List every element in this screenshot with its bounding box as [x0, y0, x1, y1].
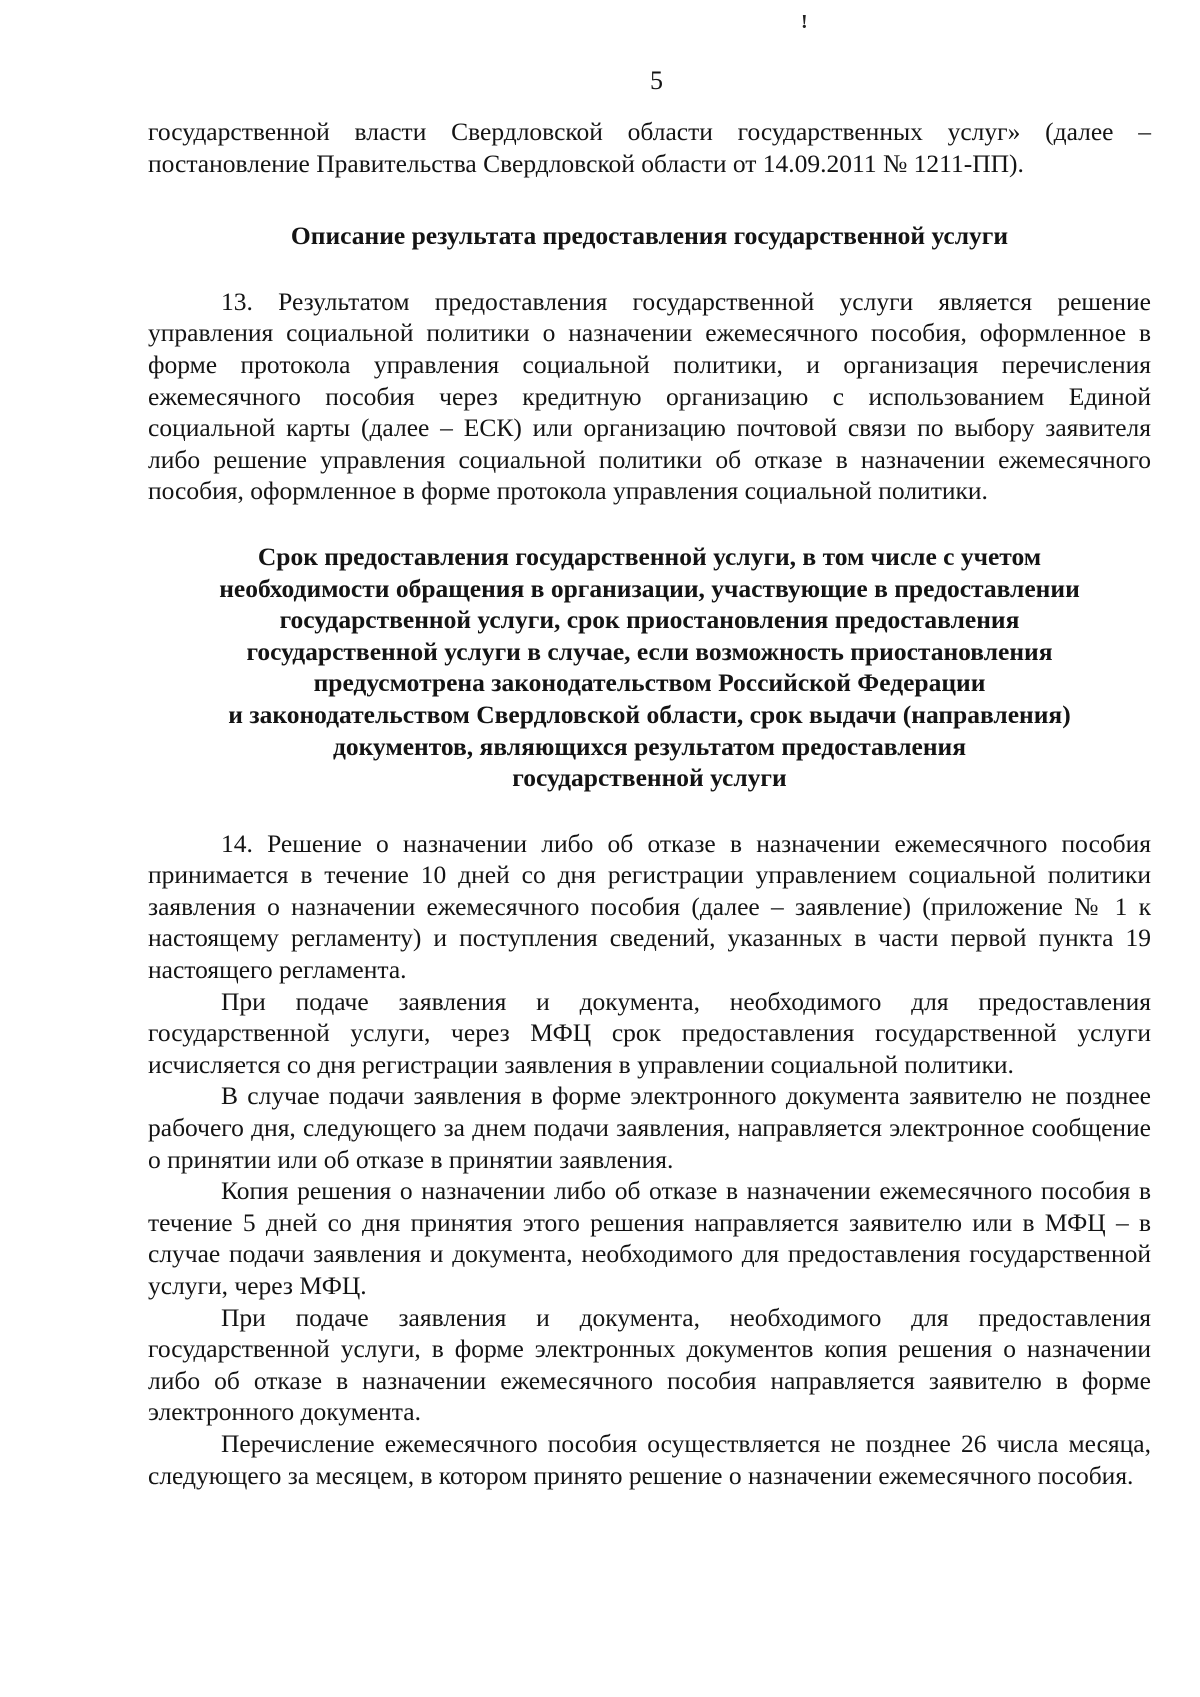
document-body [148, 116, 1151, 1491]
paragraph-14-mfc-term: При подаче заявления и документа, необходимого для предоставления государственной услуги, через МФЦ срок предоставления государственной услуги исчисляется со дня регистрации заявления в управлении социальной политики. [148, 986, 1151, 1079]
paragraph-14: 14. Решение о назначении либо об отказе в назначении ежемесячного пособия принимается в течение 10 дней со дня регистрации управлением социальной политики заявления о назначении ежемесячного пособия (далее – заявление) (приложение № 1 к настоящему регламенту) и поступления сведений, указанных в части первой пункта 19 настоящего регламента. [148, 828, 1151, 985]
paragraph-14-payment-term: Перечисление ежемесячного пособия осуществляется не позднее 26 числа месяца, следующего за месяцем, в котором принято решение о назначении ежемесячного пособия. [148, 1428, 1151, 1490]
paragraph-14-electronic-notice: В случае подачи заявления в форме электронного документа заявителю не позднее рабочего дня, следующего за днем подачи заявления, направляется электронное сообщение о принятии или об отказе в принятии заявления. [148, 1081, 1151, 1174]
heading-line: государственной услуги [512, 763, 787, 793]
paragraph-13: 13. Результатом предоставления государственной услуги является решение управления социальной политики о назначении ежемесячного пособия, оформленное в форме протокола управления социальной политики, и организация перечисления ежемесячного пособия через кредитную организацию с использованием Единой социальной карты (далее – ЕСК) или организацию почтовой связи по выбору заявителя либо решение управления социальной политики об отказе в назначении ежемесячного пособия, оформленное в форме протокола управления социальной политики. [148, 286, 1151, 506]
section-heading-result: Описание результата предоставления государственной услуги [290, 221, 1009, 251]
page-number: 5 [650, 66, 663, 95]
heading-line: предусмотрена законодательством Российской Федерации [313, 668, 986, 698]
paragraph-14-decision-copy: Копия решения о назначении либо об отказе в назначении ежемесячного пособия в течение 5 дней со дня принятия этого решения направляется заявителю или в МФЦ – в случае подачи заявления и документа, необходимого для предоставления государственной услуги, через МФЦ. [148, 1176, 1151, 1300]
intro-paragraph: государственной власти Свердловской области государственных услуг» (далее – постановление Правительства Свердловской области от 14.09.2011 № 1211-ПП). [148, 117, 1151, 178]
heading-line: необходимости обращения в организации, участвующие в предоставлении [219, 573, 1080, 603]
section-heading-term [148, 541, 1151, 794]
heading-line: и законодательством Свердловской области, срок выдачи (направления) [228, 699, 1071, 729]
paragraph-14-electronic-copy: При подаче заявления и документа, необходимого для предоставления государственной услуги, в форме электронных документов копия решения о назначении либо об отказе в назначении ежемесячного пособия направляется заявителю в форме электронного документа. [148, 1302, 1151, 1427]
heading-line: Срок предоставления государственной услуги, в том числе с учетом [257, 541, 1042, 571]
heading-line: государственной услуги в случае, если возможность приостановления [246, 636, 1053, 666]
heading-line: документов, являющихся результатом предоставления [332, 731, 967, 761]
scan-mark: ! [801, 11, 808, 33]
heading-line: государственной услуги, срок приостановления предоставления [279, 605, 1020, 635]
